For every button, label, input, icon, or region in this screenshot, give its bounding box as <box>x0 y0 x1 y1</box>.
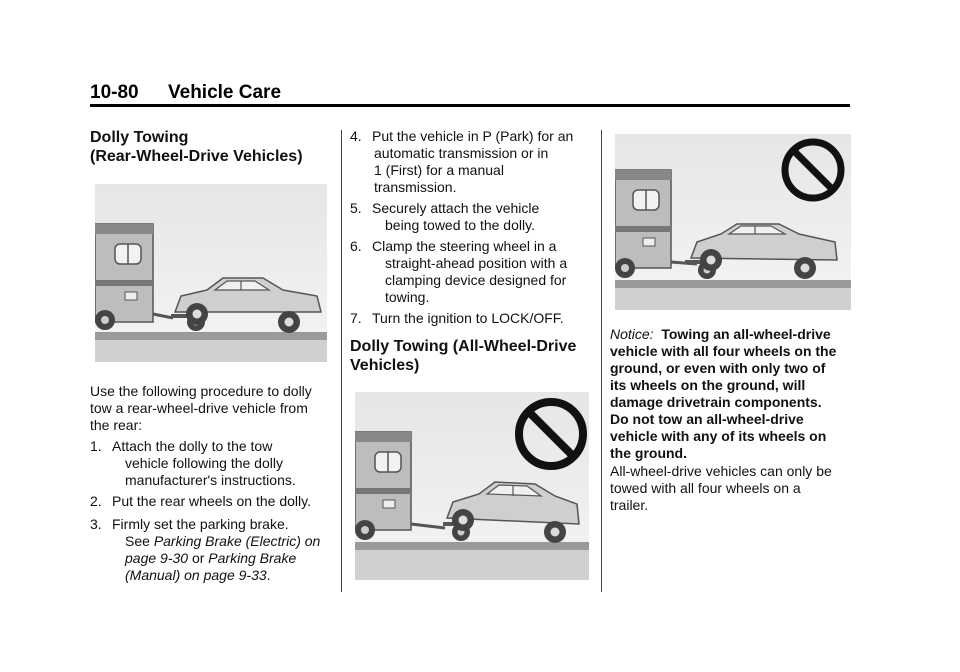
text-line: transmission. <box>374 179 457 195</box>
text-line: Attach the dolly to the tow <box>112 438 273 454</box>
header-rule <box>90 104 850 107</box>
page-number: 10-80 <box>90 82 139 103</box>
notice-paragraph <box>610 326 855 462</box>
step-number: 7. <box>350 310 362 326</box>
text-line: automatic transmission or in <box>374 145 549 161</box>
text-line: vehicle with any of its wheels on <box>610 428 827 444</box>
step-number: 3. <box>90 516 102 532</box>
page-header <box>90 82 281 104</box>
step-number: 1. <box>90 438 102 454</box>
text-line: Clamp the steering wheel in a <box>372 238 557 254</box>
notice-label: Notice: <box>610 326 654 342</box>
dolly-towing-awd-prohibited-illustration <box>355 392 589 580</box>
text-line: vehicle following the dolly <box>125 455 283 471</box>
section-heading-rwd <box>90 128 330 166</box>
column-divider-1 <box>341 130 342 592</box>
see-text: See <box>125 533 150 549</box>
text-line: towing. <box>385 289 430 305</box>
section-title: Vehicle Care <box>168 82 282 103</box>
text-line: Put the vehicle in P (Park) for an <box>372 128 574 144</box>
step-4 <box>350 128 602 196</box>
dolly-towing-rwd-illustration <box>95 184 327 362</box>
cross-reference-link[interactable]: Parking Brake (Electric) on <box>153 533 321 549</box>
awd-body-paragraph <box>610 463 855 514</box>
step-number: 4. <box>350 128 362 144</box>
section-heading-awd <box>350 337 590 375</box>
text-line: trailer. <box>610 497 649 513</box>
step-number: 5. <box>350 200 362 216</box>
step-number: 2. <box>90 493 102 509</box>
text-line: straight-ahead position with a <box>385 255 568 271</box>
text-line: Securely attach the vehicle <box>372 200 540 216</box>
text-line: 1 (First) for a manual <box>374 162 504 178</box>
text-line: Firmly set the parking brake. <box>112 516 289 532</box>
text-line: damage drivetrain components. <box>610 394 822 410</box>
towing-awd-two-wheels-prohibited-illustration <box>615 134 851 310</box>
period: . <box>266 567 271 583</box>
text-line: the ground. <box>610 445 687 461</box>
text-line: ground, or even with only two of <box>610 360 826 376</box>
text-line: manufacturer's instructions. <box>125 472 296 488</box>
text-line: All-wheel-drive vehicles can only be <box>610 463 832 479</box>
text-line: tow a rear-wheel-drive vehicle from <box>90 400 308 416</box>
text-line: the rear: <box>90 417 143 433</box>
text-line: its wheels on the ground, will <box>610 377 806 393</box>
cross-reference-link[interactable]: page 9-30 <box>125 550 189 566</box>
text-line: vehicle with all four wheels on the <box>610 343 837 359</box>
step-5 <box>350 200 602 234</box>
step-2 <box>90 493 330 510</box>
text-line: Do not tow an all-wheel-drive <box>610 411 804 427</box>
heading-line: Dolly Towing (All-Wheel-Drive <box>350 338 577 355</box>
cross-reference-link[interactable]: (Manual) on page 9-33 <box>125 567 267 583</box>
cross-reference-link[interactable]: Parking Brake <box>208 550 297 566</box>
intro-paragraph <box>90 383 330 434</box>
text-line: Put the rear wheels on the dolly. <box>112 493 311 509</box>
step-number: 6. <box>350 238 362 254</box>
text-line: Turn the ignition to LOCK/OFF. <box>372 310 564 326</box>
text-line: clamping device designed for <box>385 272 567 288</box>
text-line: being towed to the dolly. <box>385 217 535 233</box>
or-text: or <box>191 550 205 566</box>
heading-line: (Rear-Wheel-Drive Vehicles) <box>90 148 303 165</box>
text-line: Use the following procedure to dolly <box>90 383 312 399</box>
heading-line: Vehicles) <box>350 357 420 374</box>
step-6 <box>350 238 602 306</box>
step-1 <box>90 438 330 489</box>
step-3 <box>90 516 330 584</box>
text-line: towed with all four wheels on a <box>610 480 801 496</box>
text-line: Towing an all-wheel-drive <box>661 326 831 342</box>
step-7 <box>350 310 602 327</box>
heading-line: Dolly Towing <box>90 129 189 146</box>
